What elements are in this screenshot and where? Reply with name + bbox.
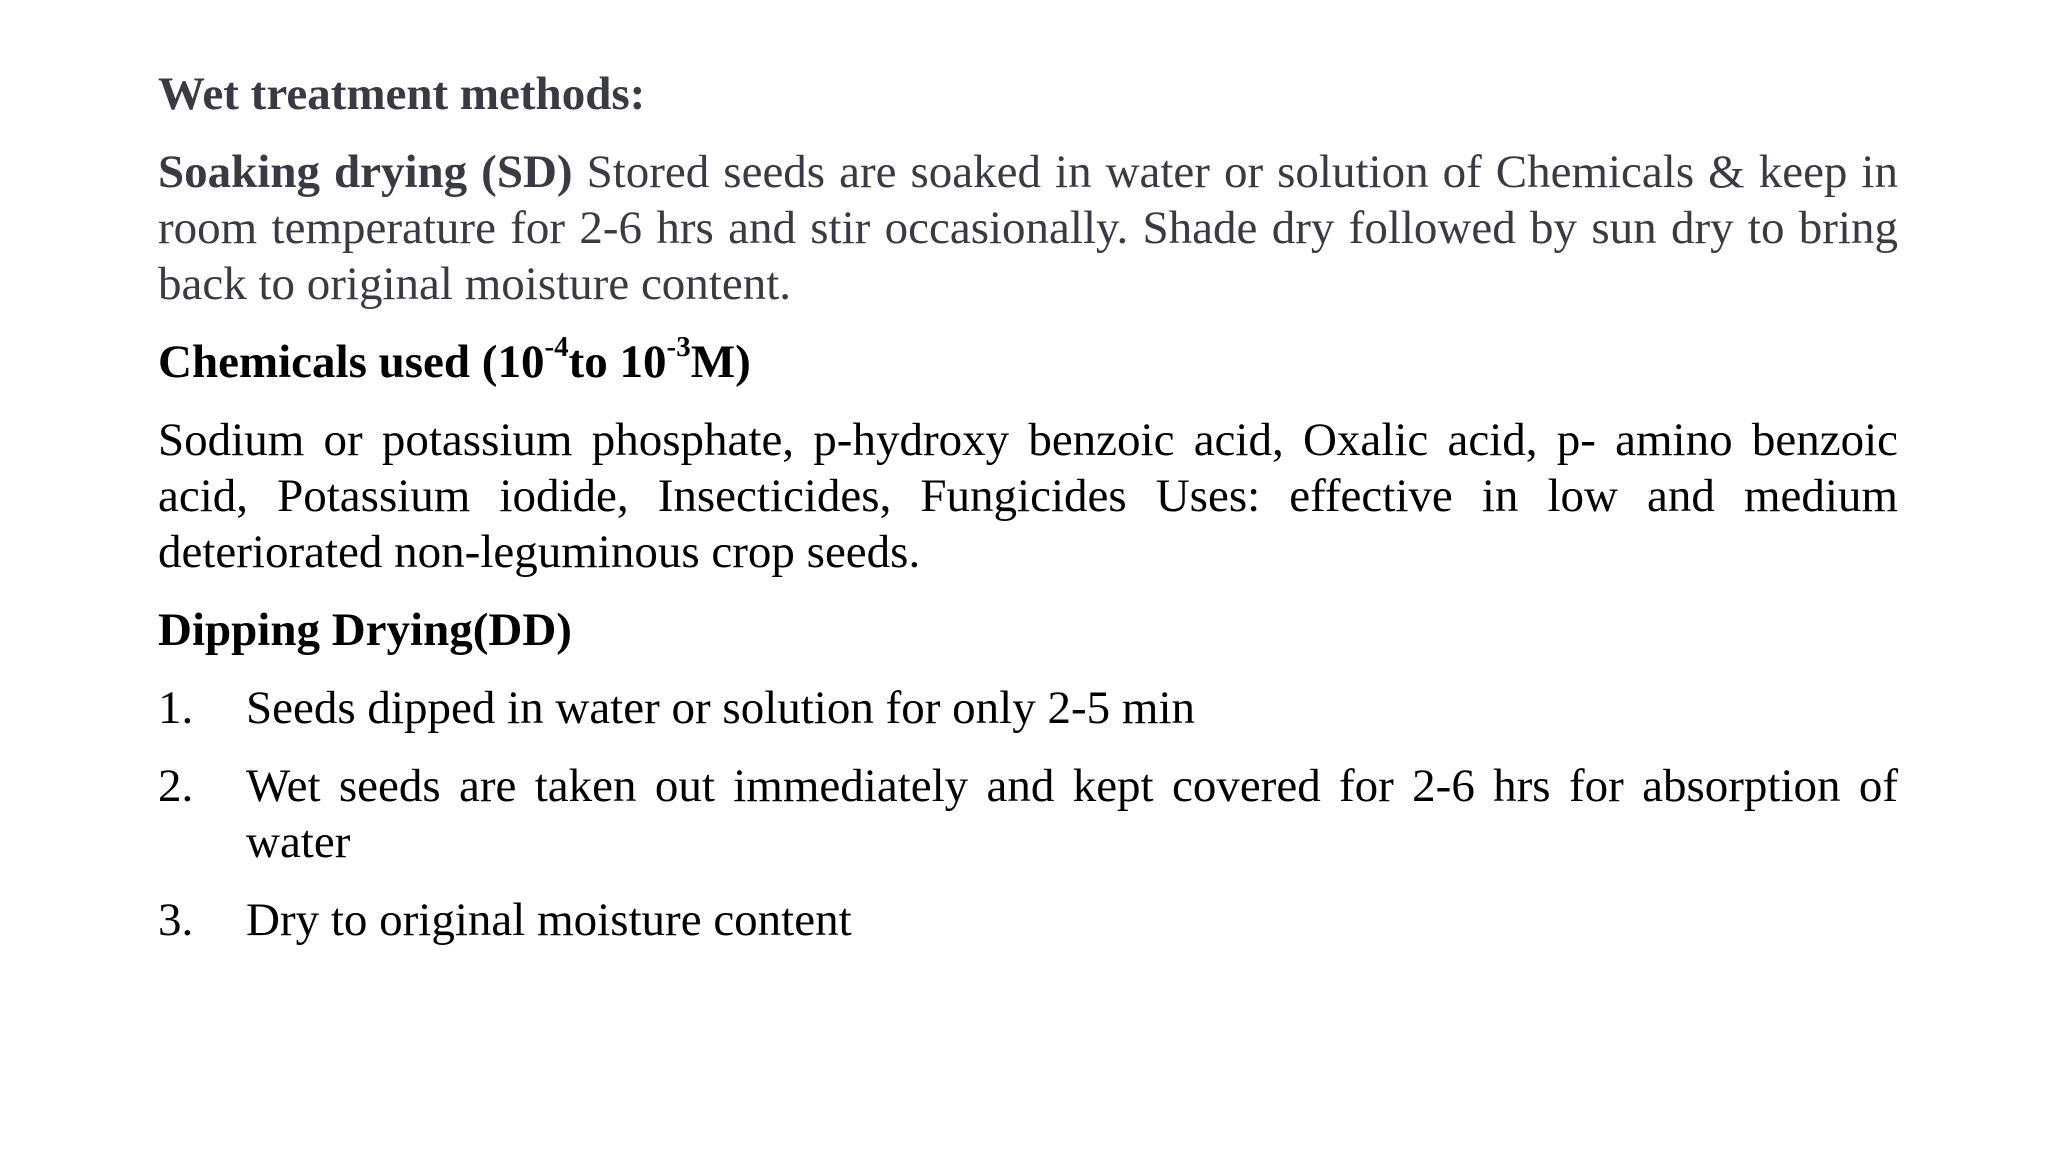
section-title: Wet treatment methods:: [158, 68, 646, 120]
chemicals-exponent-2: -3: [666, 331, 691, 364]
chemicals-heading-prefix: Chemicals used (10: [158, 336, 545, 388]
soaking-drying-paragraph: [158, 144, 1898, 312]
list-item: [158, 892, 1898, 948]
chemicals-heading-suffix: M): [690, 336, 751, 388]
list-item-number: 1.: [158, 682, 194, 734]
list-item-text: Wet seeds are taken out immediately and kept covered for 2-6 hrs for absorption of water: [246, 760, 1898, 868]
slide-content: [158, 66, 1898, 970]
list-item-number: 2.: [158, 760, 194, 812]
chemicals-exponent-1: -4: [544, 331, 569, 364]
list-item-text: Seeds dipped in water or solution for only 2-5 min: [246, 682, 1195, 734]
soaking-drying-term: Soaking drying (SD): [158, 146, 573, 198]
chemicals-heading-mid: to 10: [568, 336, 667, 388]
list-item-text: Dry to original moisture content: [246, 894, 852, 946]
list-item: [158, 680, 1898, 736]
chemicals-description: Sodium or potassium phosphate, p-hydroxy benzoic acid, Oxalic acid, p- amino benzoic acid, Potassium iodide, Insecticides, Fungicides Uses: effective in low and medium deteriorated non-leguminous crop seeds.: [158, 414, 1898, 578]
dipping-steps-list: [158, 680, 1898, 948]
dipping-drying-heading: Dipping Drying(DD): [158, 604, 572, 656]
chemicals-used-heading: [158, 331, 1898, 390]
soaking-drying-description: Stored seeds are soaked in water or solution of Chemicals & keep in room temperature for 2-6 hrs and stir occasionally. Shade dry followed by sun dry to bring back to original moisture content.: [158, 146, 1898, 310]
list-item-number: 3.: [158, 894, 194, 946]
list-item: [158, 758, 1898, 870]
